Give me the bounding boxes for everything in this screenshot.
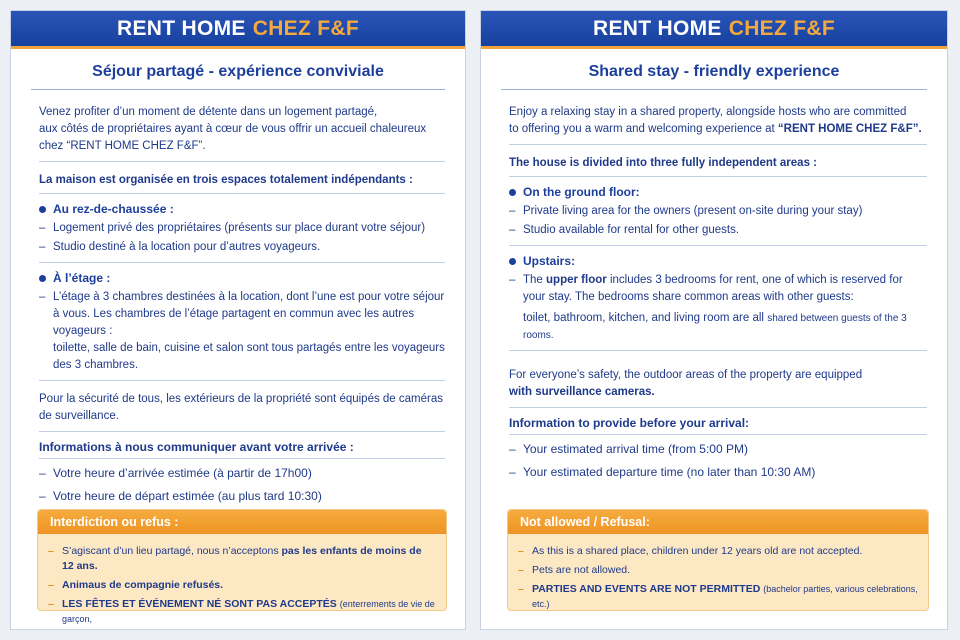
english-card (480, 10, 948, 630)
list-item: – Pets are not allowed. (518, 564, 631, 576)
french-card (10, 10, 466, 630)
dash-icon: – (39, 489, 46, 503)
upstairs-line: L’étage à 3 chambres destinées à la location, dont l’une est pour votre séjour (53, 291, 445, 303)
dash-icon: – (48, 598, 54, 610)
safety-paragraph (509, 367, 927, 408)
bullet-icon (509, 258, 516, 265)
header-accent: CHEZ F&F (252, 16, 359, 40)
upstairs-line: toilette, salle de bain, cuisine et salon sont tous partagés entre les voyageurs (53, 342, 445, 354)
ground-floor-list (39, 220, 445, 263)
upstairs-line: des 3 chambres. (53, 359, 139, 371)
dash-icon: – (48, 545, 54, 557)
dash-icon: – (39, 222, 46, 234)
list-item: – Private living area for the owners (present on-site during your stay) (509, 203, 927, 220)
upstairs-title: À l’étage : (53, 271, 111, 285)
list-item: – S’agiscant d’un lieu partagé, nous n’acceptons pas les enfants de moins de 12 ans. (48, 545, 422, 572)
dash-icon: – (509, 274, 516, 286)
intro-line: to offering you a warm and welcoming experience at “RENT HOME CHEZ F&F”. (509, 123, 922, 135)
safety-paragraph (39, 391, 445, 432)
info-list (509, 441, 927, 481)
ground-floor-heading (509, 185, 927, 199)
card-header (481, 11, 947, 49)
ground-floor-title: On the ground floor: (523, 185, 640, 199)
bullet-icon (509, 189, 516, 196)
card-subtitle: Shared stay - friendly experience (501, 63, 927, 90)
refusal-box (37, 509, 447, 624)
intro-line: aux côtés de propriétaires ayant à cœur de vous offrir un accueil chaleureux (39, 123, 427, 135)
upstairs-line: The upper floor includes 3 bedrooms for rent, one of which is reserved for (523, 274, 903, 286)
refusal-box (507, 509, 929, 611)
list-item: – Your estimated departure time (no later than 10:30 AM) (509, 465, 816, 479)
upstairs-list (39, 289, 445, 381)
header-title: RENT HOME (593, 16, 722, 40)
areas-heading: The house is divided into three fully independent areas : (509, 155, 927, 177)
upstairs-list (509, 272, 927, 351)
upstairs-line: à vous. Les chambres de l’étage partagent en commun avec les autres voyageurs : (53, 308, 415, 337)
list-item (509, 272, 927, 344)
intro-line: Venez profiter d’un moment de détente dans un logement partagé, (39, 106, 378, 118)
upstairs-line: your stay. The bedrooms share common areas with other guests: (523, 291, 854, 303)
list-item (39, 289, 445, 374)
dash-icon: – (509, 205, 516, 217)
safety-line: For everyone’s safety, the outdoor areas of the property are equipped (509, 369, 863, 381)
refusal-heading: Interdiction ou refus : (38, 510, 446, 534)
dash-icon: – (518, 545, 524, 557)
safety-line: de surveillance. (39, 410, 119, 422)
intro-paragraph (509, 104, 927, 145)
refusal-heading: Not allowed / Refusal: (508, 510, 928, 534)
dash-icon: – (48, 579, 54, 591)
dash-icon: – (509, 465, 516, 479)
list-item: – Your estimated arrival time (from 5:00 PM) (509, 442, 748, 456)
intro-line: chez “RENT HOME CHEZ F&F”. (39, 140, 206, 152)
dash-icon: – (518, 564, 524, 576)
upstairs-heading (39, 271, 445, 285)
list-item: – Studio destiné à la location pour d’autres voyageurs. (39, 239, 445, 256)
list-item: – As this is a shared place, children under 12 years old are not accepted. (518, 545, 863, 557)
bullet-icon (39, 206, 46, 213)
upstairs-heading (509, 254, 927, 268)
dash-icon: – (39, 466, 46, 480)
header-accent: CHEZ F&F (728, 16, 835, 40)
dash-icon: – (39, 241, 46, 253)
dash-icon: – (518, 583, 524, 595)
intro-line: Enjoy a relaxing stay in a shared property, alongside hosts who are committed (509, 106, 907, 118)
dash-icon: – (509, 442, 516, 456)
info-heading: Informations à nous communiquer avant votre arrivée : (39, 440, 445, 459)
list-item: – LES FÊTES ET ÉVÉNEMENT NÉ SONT PAS ACCEPTÉS (enterrements de vie de garçon, (48, 597, 436, 627)
safety-line: with surveillance cameras. (509, 386, 655, 398)
ground-floor-list (509, 203, 927, 246)
list-item: – Votre heure de départ estimée (au plus tard 10:30) (39, 489, 322, 503)
intro-paragraph (39, 104, 445, 162)
safety-line: Pour la sécurité de tous, les extérieurs de la propriété sont équipés de caméras (39, 393, 443, 405)
info-list (39, 465, 445, 505)
dash-icon: – (39, 291, 46, 303)
upstairs-line: toilet, bathroom, kitchen, and living room are all shared between guests of the 3 rooms. (523, 312, 907, 341)
list-item: – PARTIES AND EVENTS ARE NOT PERMITTED (bachelor parties, various celebrations, etc.) (518, 582, 918, 612)
list-item: – Logement privé des propriétaires (présents sur place durant votre séjour) (39, 220, 445, 237)
card-subtitle: Séjour partagé - expérience conviviale (31, 63, 445, 90)
list-item: – Votre heure d’arrivée estimée (à partir de 17h00) (39, 466, 312, 480)
list-item: – Studio available for rental for other guests. (509, 222, 927, 239)
upstairs-title: Upstairs: (523, 254, 576, 268)
ground-floor-title: Au rez-de-chaussée : (53, 202, 174, 216)
areas-heading: La maison est organisée en trois espaces totalement indépendants : (39, 172, 445, 194)
header-title: RENT HOME (117, 16, 246, 40)
ground-floor-heading (39, 202, 445, 216)
info-heading: Information to provide before your arrival: (509, 416, 927, 435)
list-item: – Animaus de compagnie refusés. (48, 579, 224, 591)
bullet-icon (39, 275, 46, 282)
dash-icon: – (509, 224, 516, 236)
card-header (11, 11, 465, 49)
